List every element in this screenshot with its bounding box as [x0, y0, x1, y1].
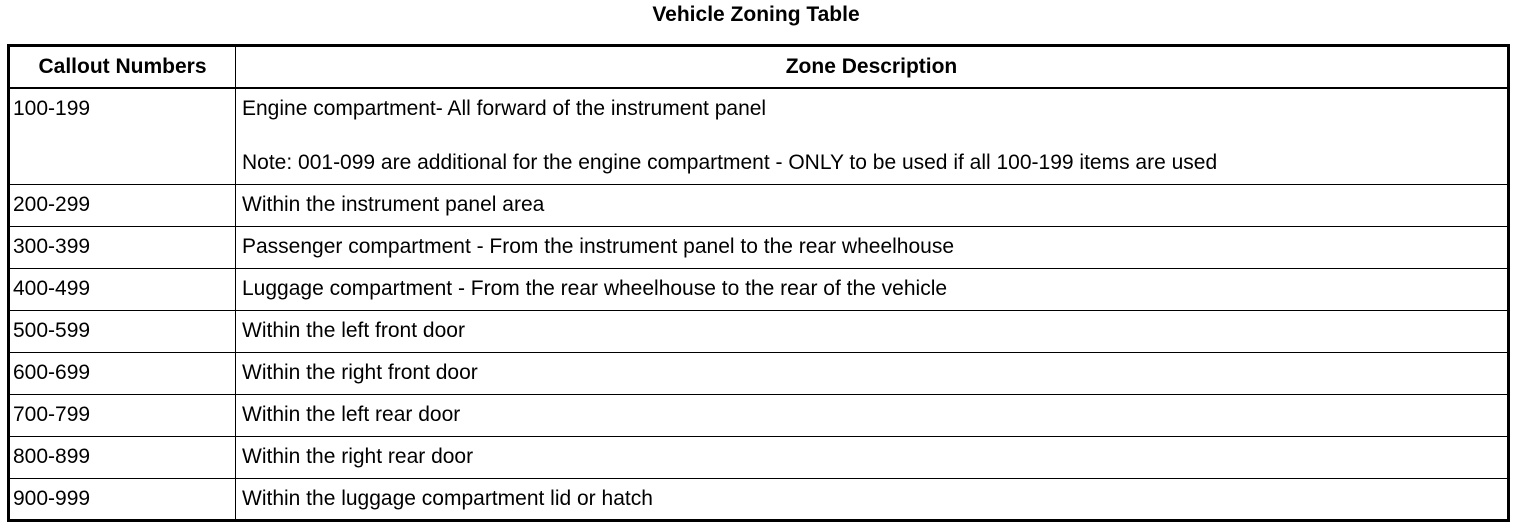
table-row — [9, 436, 1509, 478]
table-row — [9, 352, 1509, 394]
zone-description: Passenger compartment - From the instrument panel to the rear wheelhouse — [236, 226, 1509, 268]
zone-description: Within the instrument panel area — [236, 184, 1509, 226]
page-title: Vehicle Zoning Table — [652, 3, 860, 26]
callout-range: 800-899 — [9, 436, 236, 478]
callout-range: 500-599 — [9, 310, 236, 352]
callout-range: 700-799 — [9, 394, 236, 436]
table-row — [9, 88, 1509, 184]
callout-range: 100-199 — [9, 88, 236, 184]
zone-note: Note: 001-099 are additional for the engine compartment - ONLY to be used if all 100-199 items are used — [242, 151, 1218, 174]
table-row — [9, 184, 1509, 226]
zone-description: Luggage compartment - From the rear wheelhouse to the rear of the vehicle — [236, 268, 1509, 310]
callout-range: 400-499 — [9, 268, 236, 310]
callout-range: 200-299 — [9, 184, 236, 226]
table-row — [9, 310, 1509, 352]
table-row — [9, 226, 1509, 268]
zone-description: Engine compartment- All forward of the instrument panel — [242, 97, 767, 120]
callout-range: 900-999 — [9, 478, 236, 520]
vehicle-zoning-table — [7, 44, 1510, 522]
zone-description: Within the right rear door — [236, 436, 1509, 478]
header-callout-numbers: Callout Numbers — [9, 46, 236, 89]
zone-description: Within the luggage compartment lid or hatch — [236, 478, 1509, 520]
zone-description: Within the left rear door — [236, 394, 1509, 436]
table-row — [9, 478, 1509, 520]
header-zone-description: Zone Description — [236, 46, 1509, 89]
table-row — [9, 394, 1509, 436]
table-header-row — [9, 46, 1509, 89]
zone-description-cell — [236, 88, 1509, 184]
table-row — [9, 268, 1509, 310]
zone-description: Within the left front door — [236, 310, 1509, 352]
zone-description: Within the right front door — [236, 352, 1509, 394]
callout-range: 300-399 — [9, 226, 236, 268]
callout-range: 600-699 — [9, 352, 236, 394]
